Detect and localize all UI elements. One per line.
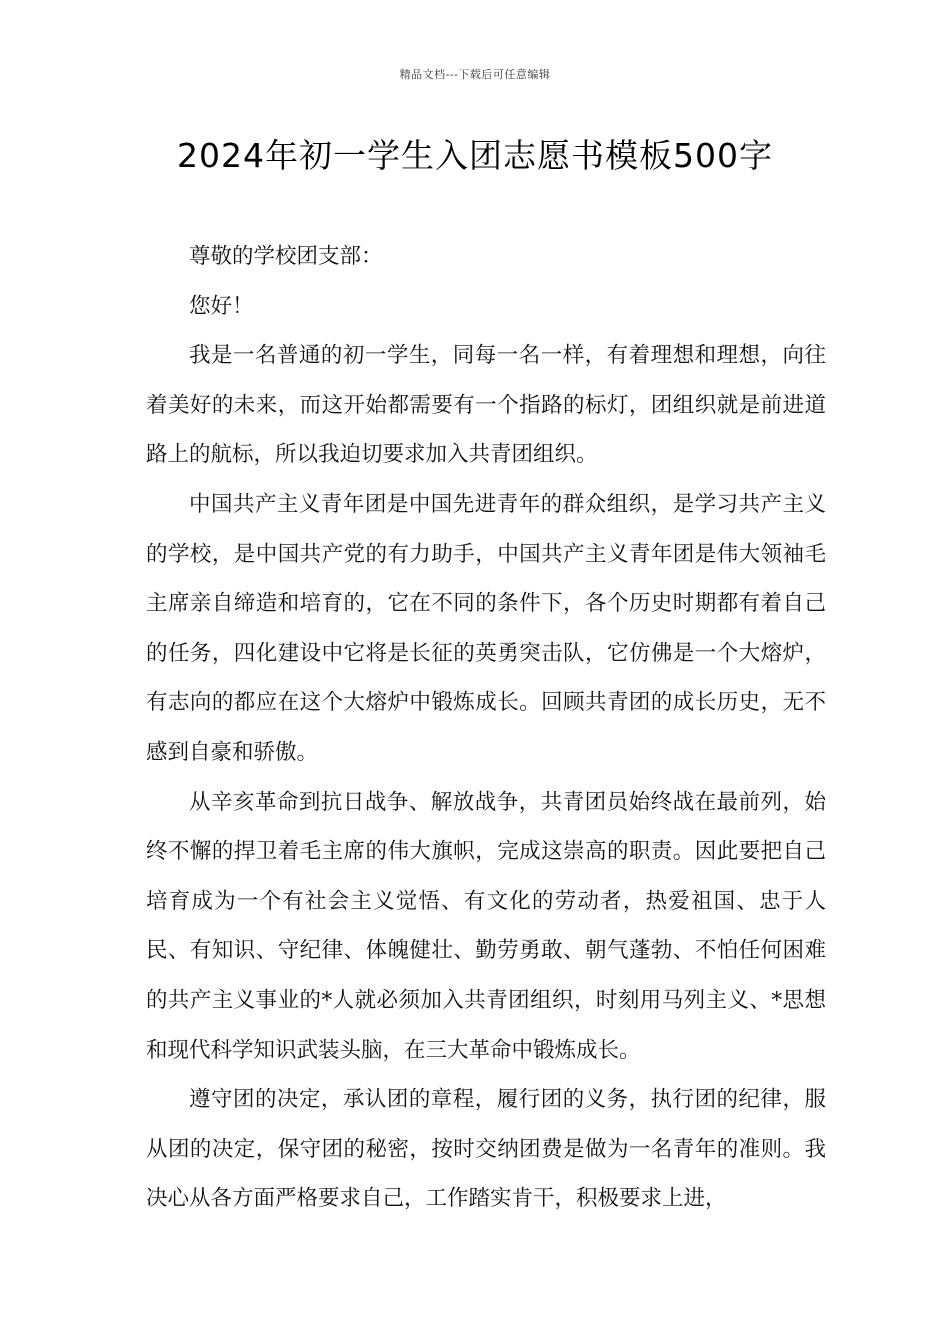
greeting: 您好！: [189, 293, 254, 319]
body-paragraph: 遵守团的决定，承认团的章程，履行团的义务，执行团的纪律，服从团的决定，保守团的秘密，按时交纳团费是做为一名青年的准则。我决心从各方面严格要求自己，工作踏实肯干，积极要求上进，: [146, 1087, 826, 1212]
body-paragraph: 我是一名普通的初一学生，同每一名一样，有着理想和理想，向往着美好的未来，而这开始都需要有一个指路的标灯，团组织就是前进道路上的航标，所以我迫切要求加入共青团组织。: [146, 343, 826, 468]
salutation: 尊敬的学校团支部：: [189, 244, 383, 269]
body-paragraph: 中国共产主义青年团是中国先进青年的群众组织，是学习共产主义的学校，是中国共产党的有力助手，中国共产主义青年团是伟大领袖毛主席亲自缔造和培育的，它在不同的条件下，各个历史时期都有着自己的任务，四化建设中它将是长征的英勇突击队，它仿佛是一个大熔炉，有志向的都应在这个大熔炉中锻炼成长。回顾共青团的成长历史，无不感到自豪和骄傲。: [146, 491, 826, 765]
body-paragraph: 从辛亥革命到抗日战争、解放战争，共青团员始终战在最前列，始终不懈的捍卫着毛主席的伟大旗帜，完成这崇高的职责。因此要把自己培育成为一个有社会主义觉悟、有文化的劳动者，热爱祖国、忠于人民、有知识、守纪律、体魄健壮、勤劳勇敢、朝气蓬勃、不怕任何困难的共产主义事业的*人就必须加入共青团组织，时刻用马列主义、*思想和现代科学知识武装头脑，在三大革命中锻炼成长。: [146, 789, 826, 1063]
document-body: [146, 232, 826, 1224]
document-title: 2024年初一学生入团志愿书模板500字: [177, 136, 773, 175]
header-note: 精品文档---下载后可任意编辑: [399, 68, 551, 81]
